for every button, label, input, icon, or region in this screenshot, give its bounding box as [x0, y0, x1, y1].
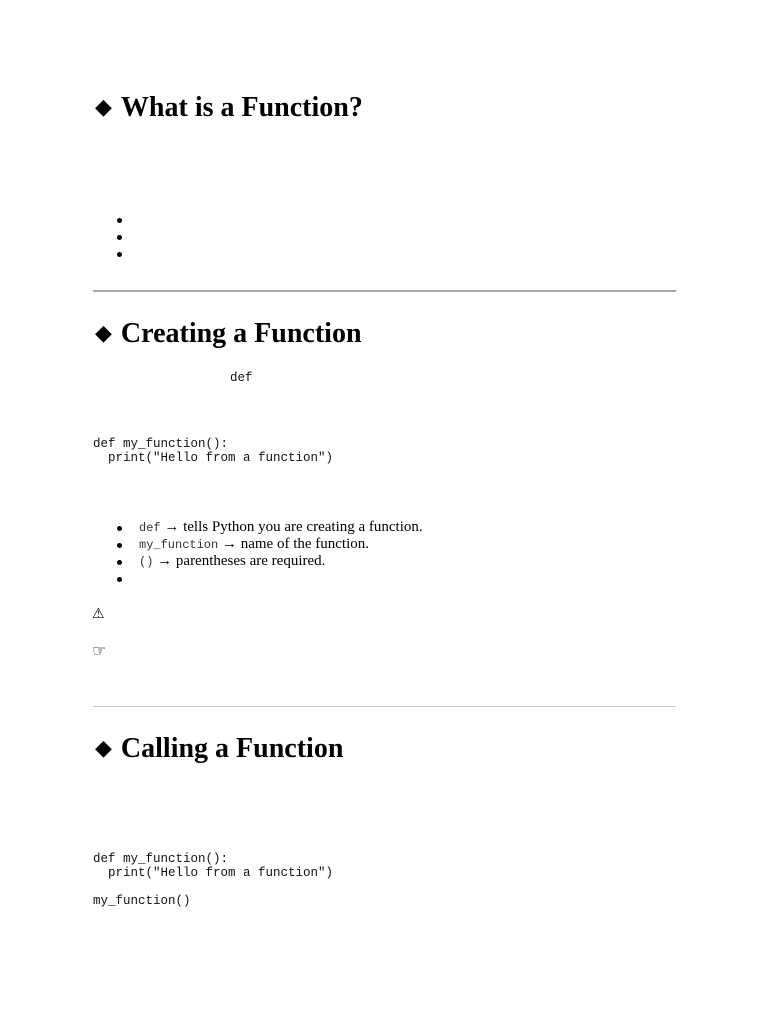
code-block-call: def my_function(): print("Hello from a function") my_function() — [93, 852, 334, 908]
diamond-bullet-icon: ◆ — [95, 321, 112, 346]
inline-def-keyword: def — [230, 371, 253, 385]
list-item — [93, 570, 423, 587]
list-item — [93, 519, 423, 536]
heading-text: What is a Function? — [120, 92, 363, 123]
section-divider — [93, 290, 676, 292]
code-block-definition: def my_function(): print("Hello from a function") — [93, 437, 334, 465]
list-item-text: → parentheses are required. — [157, 553, 326, 569]
list-item — [93, 245, 139, 262]
list-item — [93, 211, 139, 228]
empty-bullet-list — [93, 211, 139, 262]
list-item — [93, 536, 423, 553]
pointing-hand-icon: ☞ — [92, 641, 107, 660]
heading-calling-a-function — [95, 733, 343, 767]
diamond-bullet-icon: ◆ — [95, 736, 112, 761]
warning-icon: ⚠ — [92, 606, 105, 622]
heading-what-is-a-function — [95, 92, 363, 126]
explanation-list — [93, 519, 423, 587]
list-item-text: → name of the function. — [221, 536, 370, 552]
heading-creating-a-function — [95, 318, 362, 352]
heading-text: Creating a Function — [120, 318, 362, 349]
section-divider — [93, 706, 676, 707]
heading-text: Calling a Function — [120, 733, 344, 764]
inline-code: () — [139, 555, 154, 569]
list-item-text: → tells Python you are creating a function. — [164, 519, 423, 535]
list-item — [93, 553, 423, 570]
list-item — [93, 228, 139, 245]
inline-code: my_function — [139, 538, 219, 552]
diamond-bullet-icon: ◆ — [95, 95, 112, 120]
inline-code: def — [139, 521, 161, 535]
